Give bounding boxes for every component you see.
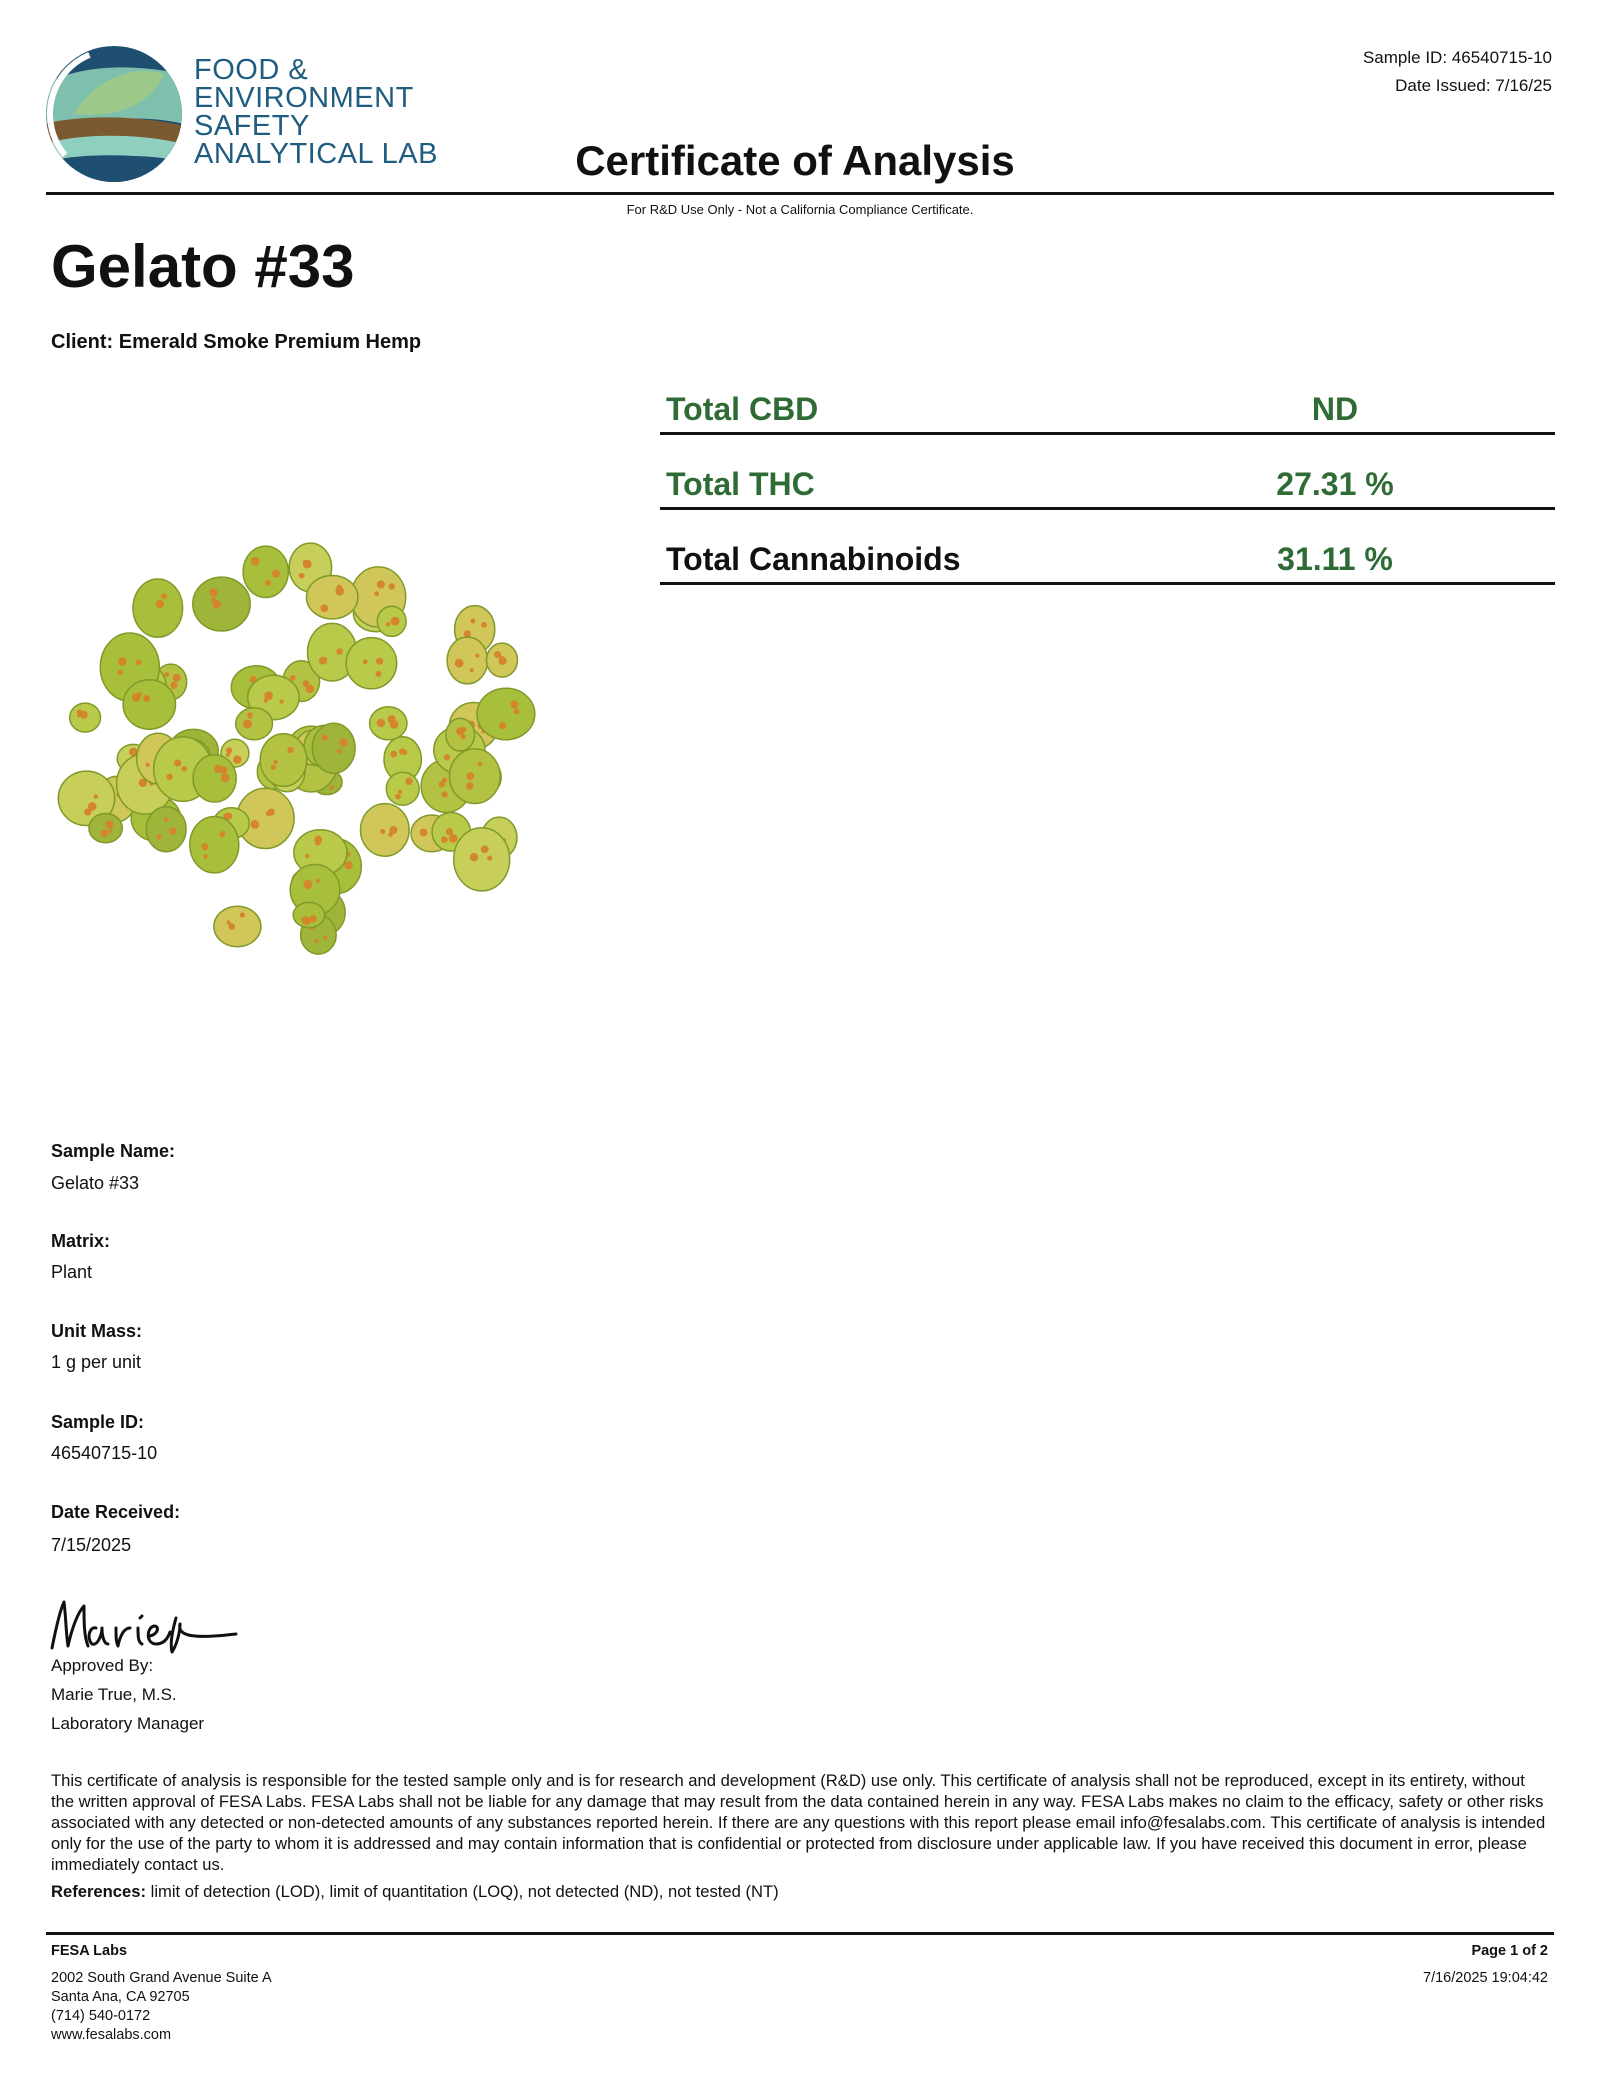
pistil-speck	[321, 604, 329, 612]
bud-shape	[477, 688, 535, 740]
pistil-speck	[398, 790, 402, 794]
pistil-speck	[363, 659, 368, 664]
sample-name-label: Sample Name:	[51, 1141, 176, 1161]
pistil-speck	[299, 573, 305, 579]
bud-shape	[370, 707, 407, 740]
pistil-speck	[233, 755, 241, 763]
pistil-speck	[376, 658, 383, 665]
pistil-speck	[386, 622, 391, 627]
pistil-speck	[319, 657, 327, 665]
pistil-speck	[108, 829, 112, 833]
document-title	[0, 137, 1600, 185]
approver-role: Laboratory Manager	[51, 1714, 205, 1733]
pistil-speck	[156, 834, 161, 839]
bud-shape	[133, 579, 183, 637]
pistil-speck	[395, 794, 401, 800]
matrix-value: Plant	[51, 1262, 93, 1282]
footer-company: FESA Labs	[51, 1943, 128, 1959]
pistil-speck	[339, 738, 348, 747]
pistil-speck	[514, 709, 520, 715]
pistil-speck	[470, 668, 474, 672]
pistil-speck	[164, 817, 169, 822]
pistil-speck	[226, 747, 232, 753]
summary-value: 31.11 %	[1277, 541, 1393, 577]
pistil-speck	[420, 829, 425, 834]
pistil-speck	[265, 580, 271, 586]
pistil-speck	[165, 672, 170, 677]
product-title: Gelato #33	[51, 233, 355, 300]
pistil-speck	[303, 560, 312, 569]
footer-address-line-1: 2002 South Grand Avenue Suite A	[51, 1970, 272, 1986]
pistil-speck	[444, 754, 450, 760]
pistil-speck	[264, 691, 273, 700]
logo-text-line-4: ANALYTICAL LAB	[194, 138, 438, 170]
logo-text-line-3: SAFETY	[194, 110, 310, 142]
bud-shape	[312, 723, 355, 773]
pistil-speck	[510, 700, 518, 708]
matrix-label: Matrix:	[51, 1231, 111, 1251]
summary-row-cannabinoids	[660, 518, 1555, 585]
signature-icon	[46, 1588, 246, 1658]
pistil-speck	[170, 682, 177, 689]
summary-label: Total Cannabinoids	[666, 541, 961, 577]
pistil-speck	[461, 734, 466, 739]
pistil-speck	[221, 774, 230, 783]
approver-name: Marie True, M.S.	[51, 1685, 177, 1704]
pistil-speck	[146, 763, 150, 767]
pistil-speck	[157, 601, 162, 606]
bud-shape	[260, 734, 307, 787]
cannabis-buds-image	[50, 520, 560, 980]
unit-mass-label: Unit Mass:	[51, 1321, 143, 1341]
logo-text-line-1: FOOD &	[194, 54, 309, 86]
pistil-speck	[118, 670, 123, 675]
sample-id-value: 46540715-10	[51, 1443, 158, 1463]
pistil-speck	[266, 811, 272, 817]
pistil-speck	[316, 879, 320, 883]
pistil-speck	[441, 836, 448, 843]
pistil-speck	[376, 671, 382, 677]
bud-shape	[454, 828, 510, 891]
footer-phone: (714) 540-0172	[51, 2008, 151, 2024]
summary-label: Total CBD	[666, 391, 819, 427]
pistil-speck	[173, 674, 181, 682]
pistil-speck	[271, 765, 276, 770]
header-date-issued: Date Issued: 7/16/25	[1395, 76, 1552, 95]
bud-shape	[146, 807, 186, 852]
references	[51, 1882, 1551, 1902]
footer-page-number: Page 1 of 2	[1471, 1943, 1548, 1959]
pistil-speck	[214, 765, 222, 773]
header-sample-id: Sample ID: 46540715-10	[1362, 48, 1552, 67]
pistil-speck	[243, 720, 252, 729]
pistil-speck	[182, 766, 187, 771]
bud-shape	[190, 817, 239, 873]
pistil-speck	[442, 778, 447, 783]
pistil-speck	[301, 916, 309, 924]
pistil-speck	[166, 774, 172, 780]
pistil-speck	[466, 772, 474, 780]
pistil-speck	[136, 659, 142, 665]
footer-address-line-2: Santa Ana, CA 92705	[51, 1989, 190, 2005]
pistil-speck	[105, 820, 114, 829]
bud-shape	[236, 708, 273, 740]
unit-mass-value: 1 g per unit	[51, 1352, 142, 1372]
summary-value: ND	[1311, 391, 1359, 427]
pistil-speck	[248, 714, 253, 719]
pistil-speck	[273, 760, 278, 765]
date-received-label: Date Received:	[51, 1502, 181, 1522]
bud-shape	[193, 755, 236, 802]
pistil-speck	[389, 826, 397, 834]
pistil-speck	[478, 762, 483, 767]
summary-row-thc	[660, 443, 1555, 510]
bud-shape	[193, 577, 250, 631]
pistil-speck	[390, 751, 397, 758]
pistil-speck	[143, 695, 150, 702]
pistil-speck	[395, 618, 399, 622]
pistil-speck	[169, 827, 177, 835]
summary-row-cbd	[660, 368, 1555, 435]
logo-text-line-2: ENVIRONMENT	[194, 82, 414, 114]
pistil-speck	[337, 749, 342, 754]
sample-name-value: Gelato #33	[51, 1173, 140, 1193]
pistil-speck	[84, 809, 91, 816]
bud-shape	[361, 804, 410, 857]
sample-id-label: Sample ID:	[51, 1412, 145, 1432]
pistil-speck	[405, 778, 412, 785]
pistil-speck	[481, 845, 489, 853]
pistil-speck	[303, 880, 312, 889]
pistil-speck	[203, 854, 207, 858]
pistil-speck	[201, 843, 208, 850]
pistil-speck	[240, 912, 245, 917]
pistil-speck	[466, 782, 473, 789]
bud-shape	[450, 749, 501, 804]
pistil-speck	[442, 791, 448, 797]
references-text: limit of detection (LOD), limit of quantitation (LOQ), not detected (ND), not tested (NT)	[146, 1882, 779, 1901]
bud-shape	[214, 906, 261, 946]
pistil-speck	[321, 734, 328, 741]
bud-shape	[307, 576, 358, 619]
pistil-speck	[464, 630, 471, 637]
pistil-speck	[228, 923, 235, 930]
pistil-speck	[499, 722, 506, 729]
pistil-speck	[390, 720, 399, 729]
summary-value: 27.31 %	[1276, 466, 1394, 502]
pistil-speck	[336, 648, 343, 655]
bud-shape	[89, 814, 122, 843]
pistil-speck	[455, 659, 464, 668]
pistil-speck	[377, 719, 385, 727]
pistil-speck	[174, 760, 181, 767]
pistil-speck	[290, 675, 296, 681]
pistil-speck	[499, 656, 503, 660]
pistil-speck	[470, 619, 475, 624]
date-received-value: 7/15/2025	[51, 1535, 132, 1555]
pistil-speck	[100, 829, 108, 837]
pistil-speck	[209, 588, 217, 596]
pistil-speck	[344, 861, 352, 869]
pistil-speck	[314, 939, 318, 943]
header-divider	[46, 192, 1554, 195]
pistil-speck	[309, 915, 316, 922]
approved-by-label: Approved By:	[51, 1656, 154, 1675]
pistil-speck	[305, 854, 309, 858]
bud-shape	[123, 680, 175, 729]
bud-shape	[243, 546, 288, 597]
pistil-speck	[335, 587, 344, 596]
document-title-text: Certificate of Analysis	[575, 137, 1015, 184]
pistil-speck	[487, 856, 492, 861]
pistil-speck	[399, 748, 405, 754]
references-label: References:	[51, 1882, 147, 1901]
compliance-disclaimer: For R&D Use Only - Not a California Compliance Certificate.	[626, 202, 974, 217]
pistil-speck	[470, 853, 478, 861]
client-name: Client: Emerald Smoke Premium Hemp	[51, 331, 422, 353]
footer-website: www.fesalabs.com	[51, 2027, 172, 2043]
pistil-speck	[280, 700, 284, 704]
pistil-speck	[389, 583, 395, 589]
summary-label: Total THC	[666, 466, 815, 502]
pistil-speck	[251, 820, 260, 829]
pistil-speck	[251, 557, 260, 566]
footer-divider	[46, 1932, 1554, 1935]
pistil-speck	[161, 593, 167, 599]
pistil-speck	[314, 836, 322, 844]
legal-disclaimer: This certificate of analysis is responsible for the tested sample only and is for research and development (R&D) use only. This certificate of analysis shall not be reproduced, except in its entirety, without the written approval of FESA Labs. FESA Labs shall not be liable for any damage that may result from the data contained herein in any way. FESA Labs makes no claim to the efficacy, safety or other risks associated with any detected or non-detected amounts of any substances reported herein. If there are any questions with this report please email info@fesalabs.com. This certificate of analysis is intended only for the use of the party to whom it is addressed and may contain information that is confidential or protected from disclosure under applicable law. If you have received this document in error, please immediately contact us.	[51, 1771, 1546, 1874]
pistil-speck	[380, 829, 385, 834]
pistil-speck	[132, 693, 141, 702]
pistil-speck	[481, 622, 487, 628]
pistil-speck	[94, 794, 98, 798]
bud-shape	[346, 638, 397, 689]
pistil-speck	[303, 680, 310, 687]
pistil-speck	[272, 570, 280, 578]
pistil-speck	[223, 813, 228, 818]
pistil-speck	[219, 831, 225, 837]
pistil-speck	[374, 591, 379, 596]
pistil-speck	[80, 711, 88, 719]
pistil-speck	[475, 654, 479, 658]
footer-timestamp: 7/16/2025 19:04:42	[1423, 1970, 1548, 1986]
pistil-speck	[446, 828, 453, 835]
bud-shape	[447, 637, 488, 684]
pistil-speck	[323, 936, 327, 940]
pistil-speck	[329, 785, 334, 790]
pistil-speck	[377, 581, 385, 589]
bud-shape	[386, 772, 419, 805]
pistil-speck	[118, 657, 127, 666]
pistil-speck	[287, 747, 293, 753]
pistil-speck	[212, 600, 221, 609]
